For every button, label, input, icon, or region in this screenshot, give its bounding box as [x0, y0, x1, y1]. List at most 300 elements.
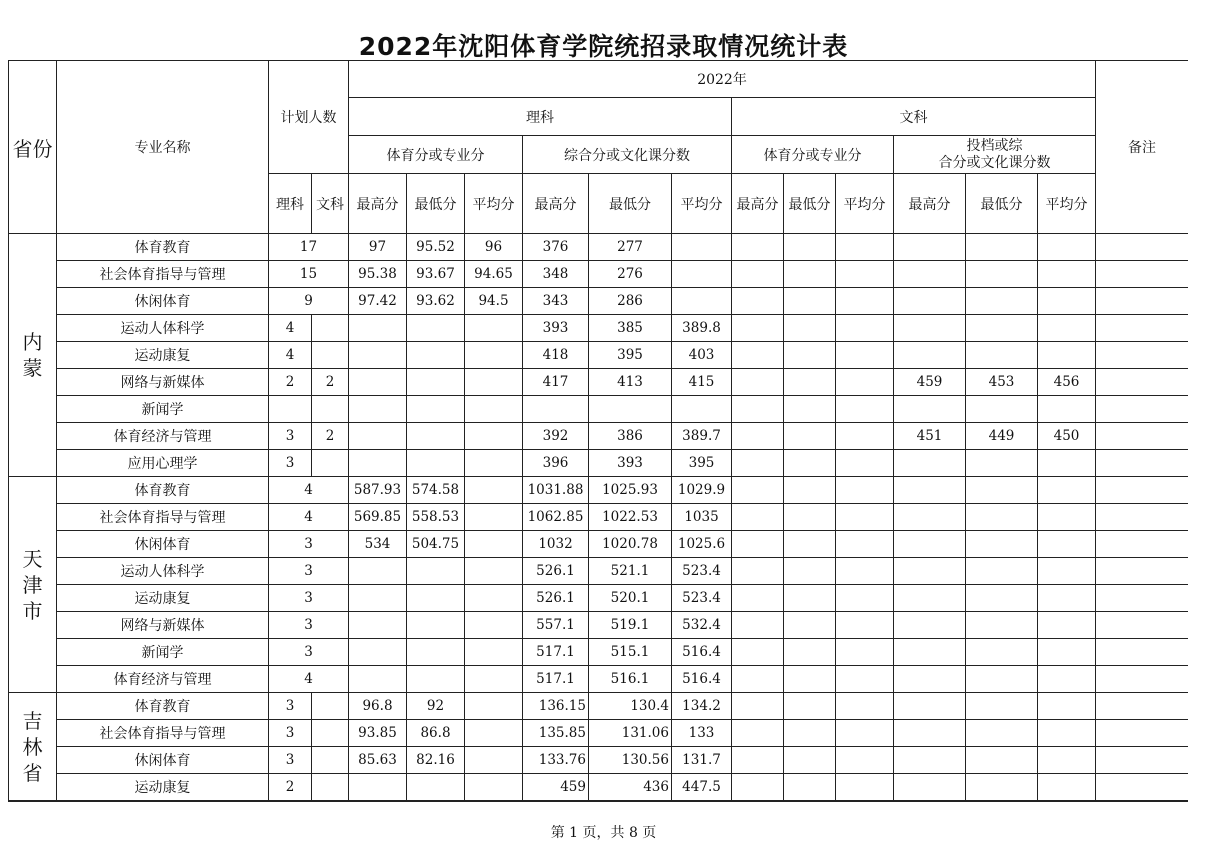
- table-row: [9, 774, 1189, 801]
- science-culture-avg: 389.7: [672, 423, 732, 450]
- arts-culture-max: [894, 450, 966, 477]
- arts-sport-avg: [836, 288, 894, 315]
- arts-culture-max: [894, 720, 966, 747]
- science-sport-avg: [465, 369, 523, 396]
- remark-header: 备注: [1096, 61, 1188, 234]
- arts-sport-min: [784, 504, 836, 531]
- arts-sport-score-header: 体育分或专业分: [732, 136, 894, 174]
- science-sport-avg-header: 平均分: [465, 174, 523, 234]
- arts-sport-max: [732, 774, 784, 801]
- science-culture-max: 133.76: [523, 747, 589, 774]
- science-culture-min: 130.4: [589, 693, 672, 720]
- science-sport-avg: [465, 531, 523, 558]
- science-culture-min-header: 最低分: [589, 174, 672, 234]
- arts-culture-min: [966, 693, 1038, 720]
- major-name: 运动康复: [57, 774, 269, 801]
- major-name: 网络与新媒体: [57, 612, 269, 639]
- science-sport-min: [407, 585, 465, 612]
- science-sport-avg: [465, 639, 523, 666]
- arts-sport-max: [732, 558, 784, 585]
- arts-culture-avg: [1038, 396, 1096, 423]
- plan-count-science: 3: [269, 450, 312, 477]
- arts-culture-max: [894, 504, 966, 531]
- table-row: [9, 639, 1189, 666]
- plan-count-science: 4: [269, 342, 312, 369]
- science-culture-max: 1031.88: [523, 477, 589, 504]
- science-culture-avg: 131.7: [672, 747, 732, 774]
- arts-culture-min: [966, 531, 1038, 558]
- arts-culture-min: 449: [966, 423, 1038, 450]
- arts-sport-min: [784, 720, 836, 747]
- arts-sport-avg: [836, 774, 894, 801]
- arts-culture-max: [894, 747, 966, 774]
- science-sport-min: 92: [407, 693, 465, 720]
- arts-header: 文科: [732, 98, 1096, 136]
- science-culture-min: 385: [589, 315, 672, 342]
- arts-sport-avg: [836, 585, 894, 612]
- plan-count: 3: [269, 585, 349, 612]
- table-row: [9, 369, 1189, 396]
- plan-count-science: 4: [269, 315, 312, 342]
- major-name: 体育经济与管理: [57, 666, 269, 693]
- province-header: 省份: [9, 61, 57, 234]
- table-row: [9, 612, 1189, 639]
- science-culture-min: 395: [589, 342, 672, 369]
- major-header: 专业名称: [57, 61, 269, 234]
- science-culture-avg: 415: [672, 369, 732, 396]
- science-sport-max: [349, 423, 407, 450]
- major-name: 运动人体科学: [57, 315, 269, 342]
- arts-sport-min: [784, 693, 836, 720]
- science-culture-max: 1032: [523, 531, 589, 558]
- arts-culture-avg: 456: [1038, 369, 1096, 396]
- plan-count-arts: [312, 450, 349, 477]
- plan-count-science: 2: [269, 774, 312, 801]
- science-sport-avg: [465, 504, 523, 531]
- arts-sport-min: [784, 450, 836, 477]
- arts-sport-min: [784, 342, 836, 369]
- plan-count-arts: [312, 720, 349, 747]
- arts-culture-min: [966, 396, 1038, 423]
- science-culture-min: 393: [589, 450, 672, 477]
- science-culture-max: 376: [523, 234, 589, 261]
- arts-sport-max: [732, 396, 784, 423]
- arts-culture-avg: [1038, 747, 1096, 774]
- major-name: 体育教育: [57, 234, 269, 261]
- science-culture-max: 1062.85: [523, 504, 589, 531]
- arts-culture-max: [894, 693, 966, 720]
- science-culture-max: 459: [523, 774, 589, 801]
- arts-culture-min: [966, 747, 1038, 774]
- arts-culture-avg: [1038, 261, 1096, 288]
- science-sport-max: 96.8: [349, 693, 407, 720]
- science-culture-min: 277: [589, 234, 672, 261]
- science-sport-max: [349, 342, 407, 369]
- science-sport-min: 93.62: [407, 288, 465, 315]
- science-sport-avg: [465, 315, 523, 342]
- plan-count-science: 3: [269, 693, 312, 720]
- science-sport-avg: [465, 558, 523, 585]
- arts-sport-max: [732, 450, 784, 477]
- arts-culture-score-header: [894, 136, 1096, 174]
- major-name: 新闻学: [57, 396, 269, 423]
- arts-sport-min: [784, 396, 836, 423]
- arts-sport-avg: [836, 639, 894, 666]
- arts-culture-max: [894, 261, 966, 288]
- page-title: 2022年沈阳体育学院统招录取情况统计表: [358, 32, 849, 61]
- arts-culture-avg: 450: [1038, 423, 1096, 450]
- science-culture-min: 413: [589, 369, 672, 396]
- arts-sport-avg: [836, 423, 894, 450]
- plan-count-arts: [312, 342, 349, 369]
- arts-culture-avg: [1038, 504, 1096, 531]
- arts-culture-max: [894, 639, 966, 666]
- science-sport-avg: 96: [465, 234, 523, 261]
- science-culture-avg: 389.8: [672, 315, 732, 342]
- arts-culture-avg: [1038, 288, 1096, 315]
- science-sport-max: [349, 396, 407, 423]
- plan-count: 3: [269, 612, 349, 639]
- arts-culture-min: 453: [966, 369, 1038, 396]
- arts-sport-max: [732, 423, 784, 450]
- arts-culture-min: [966, 639, 1038, 666]
- arts-culture-max: [894, 342, 966, 369]
- science-culture-max: 396: [523, 450, 589, 477]
- plan-count-science: 3: [269, 747, 312, 774]
- arts-sport-min: [784, 747, 836, 774]
- plan-count-arts: [312, 774, 349, 801]
- remark-cell: [1096, 288, 1188, 315]
- arts-culture-avg-header: 平均分: [1038, 174, 1096, 234]
- science-culture-avg: 134.2: [672, 693, 732, 720]
- science-culture-avg: [672, 261, 732, 288]
- plan-count: 3: [269, 639, 349, 666]
- science-sport-max: 85.63: [349, 747, 407, 774]
- arts-sport-avg: [836, 693, 894, 720]
- arts-culture-avg: [1038, 666, 1096, 693]
- science-culture-min: 1025.93: [589, 477, 672, 504]
- science-sport-max: [349, 774, 407, 801]
- arts-sport-max: [732, 720, 784, 747]
- arts-culture-score-line2: 合分或文化课分数: [938, 154, 1051, 171]
- table-row: [9, 531, 1189, 558]
- science-sport-max: [349, 369, 407, 396]
- arts-sport-avg: [836, 504, 894, 531]
- arts-culture-min: [966, 315, 1038, 342]
- arts-culture-max: [894, 558, 966, 585]
- science-sport-avg: [465, 477, 523, 504]
- arts-sport-avg: [836, 666, 894, 693]
- arts-sport-max: [732, 342, 784, 369]
- arts-culture-max: [894, 396, 966, 423]
- table-row: [9, 450, 1189, 477]
- arts-sport-max-header: 最高分: [732, 174, 784, 234]
- arts-sport-avg: [836, 315, 894, 342]
- science-sport-min: [407, 612, 465, 639]
- science-sport-avg: [465, 666, 523, 693]
- arts-sport-avg: [836, 450, 894, 477]
- table-row: [9, 504, 1189, 531]
- arts-culture-min: [966, 288, 1038, 315]
- major-name: 新闻学: [57, 639, 269, 666]
- arts-sport-max: [732, 504, 784, 531]
- table-row: [9, 396, 1189, 423]
- science-culture-avg: 532.4: [672, 612, 732, 639]
- remark-cell: [1096, 612, 1188, 639]
- arts-sport-max: [732, 531, 784, 558]
- science-sport-avg: [465, 693, 523, 720]
- table-row: [9, 747, 1189, 774]
- remark-cell: [1096, 774, 1188, 801]
- arts-culture-min: [966, 666, 1038, 693]
- science-sport-max: [349, 666, 407, 693]
- science-sport-avg: [465, 585, 523, 612]
- science-sport-avg: [465, 450, 523, 477]
- arts-sport-avg: [836, 234, 894, 261]
- plan-count-science: 3: [269, 423, 312, 450]
- major-name: 社会体育指导与管理: [57, 504, 269, 531]
- science-culture-max: 136.15: [523, 693, 589, 720]
- arts-culture-max: [894, 612, 966, 639]
- science-culture-max: [523, 396, 589, 423]
- science-sport-min: [407, 369, 465, 396]
- science-sport-score-header: 体育分或专业分: [349, 136, 523, 174]
- province-name: 天津市: [9, 477, 57, 693]
- arts-sport-max: [732, 585, 784, 612]
- remark-cell: [1096, 396, 1188, 423]
- science-culture-avg: 395: [672, 450, 732, 477]
- science-culture-avg-header: 平均分: [672, 174, 732, 234]
- plan-count: 4: [269, 504, 349, 531]
- science-sport-avg: [465, 342, 523, 369]
- arts-culture-max: 451: [894, 423, 966, 450]
- science-culture-max: 526.1: [523, 558, 589, 585]
- science-sport-max: 93.85: [349, 720, 407, 747]
- arts-sport-avg: [836, 612, 894, 639]
- arts-culture-avg: [1038, 585, 1096, 612]
- table-row: [9, 693, 1189, 720]
- arts-culture-avg: [1038, 342, 1096, 369]
- remark-cell: [1096, 558, 1188, 585]
- plan-arts-header: 文科: [312, 174, 349, 234]
- admission-statistics-table: [8, 60, 1188, 801]
- arts-culture-min-header: 最低分: [966, 174, 1038, 234]
- science-sport-min: 574.58: [407, 477, 465, 504]
- plan-count-science: 2: [269, 369, 312, 396]
- science-culture-max: 135.85: [523, 720, 589, 747]
- science-culture-avg: 516.4: [672, 639, 732, 666]
- science-sport-min: [407, 423, 465, 450]
- remark-cell: [1096, 369, 1188, 396]
- remark-cell: [1096, 639, 1188, 666]
- science-sport-avg: [465, 747, 523, 774]
- arts-sport-max: [732, 747, 784, 774]
- table-row: [9, 234, 1189, 261]
- plan-count: 3: [269, 531, 349, 558]
- science-culture-min: 286: [589, 288, 672, 315]
- science-sport-max: 534: [349, 531, 407, 558]
- arts-sport-max: [732, 639, 784, 666]
- science-culture-max: 393: [523, 315, 589, 342]
- arts-sport-avg: [836, 477, 894, 504]
- science-sport-max: [349, 639, 407, 666]
- science-sport-min: [407, 396, 465, 423]
- plan-count: 17: [269, 234, 349, 261]
- arts-culture-max: [894, 288, 966, 315]
- science-sport-min: [407, 450, 465, 477]
- arts-sport-min: [784, 423, 836, 450]
- remark-cell: [1096, 315, 1188, 342]
- remark-cell: [1096, 450, 1188, 477]
- science-culture-avg: 1029.9: [672, 477, 732, 504]
- arts-culture-max: [894, 585, 966, 612]
- arts-culture-score-line1: 投档或综: [966, 137, 1023, 154]
- remark-cell: [1096, 261, 1188, 288]
- arts-culture-avg: [1038, 639, 1096, 666]
- table-row: [9, 342, 1189, 369]
- arts-sport-avg: [836, 369, 894, 396]
- science-culture-avg: 1035: [672, 504, 732, 531]
- science-sport-min: 93.67: [407, 261, 465, 288]
- science-culture-avg: [672, 234, 732, 261]
- arts-culture-avg: [1038, 612, 1096, 639]
- science-culture-avg: 523.4: [672, 585, 732, 612]
- table-row: [9, 720, 1189, 747]
- science-sport-min: 82.16: [407, 747, 465, 774]
- plan-count-arts: 2: [312, 369, 349, 396]
- arts-sport-min: [784, 369, 836, 396]
- science-sport-max: [349, 585, 407, 612]
- arts-sport-max: [732, 315, 784, 342]
- science-sport-max: 97: [349, 234, 407, 261]
- science-culture-min: 436: [589, 774, 672, 801]
- science-culture-avg: [672, 396, 732, 423]
- arts-culture-max-header: 最高分: [894, 174, 966, 234]
- science-sport-max: [349, 450, 407, 477]
- major-name: 社会体育指导与管理: [57, 261, 269, 288]
- arts-sport-avg: [836, 396, 894, 423]
- table-row: [9, 666, 1189, 693]
- arts-culture-avg: [1038, 720, 1096, 747]
- table-row: [9, 315, 1189, 342]
- science-sport-max: 569.85: [349, 504, 407, 531]
- science-culture-max: 343: [523, 288, 589, 315]
- major-name: 体育经济与管理: [57, 423, 269, 450]
- remark-cell: [1096, 747, 1188, 774]
- arts-sport-max: [732, 288, 784, 315]
- science-sport-avg: [465, 720, 523, 747]
- major-name: 运动人体科学: [57, 558, 269, 585]
- science-header: 理科: [349, 98, 732, 136]
- remark-cell: [1096, 531, 1188, 558]
- arts-culture-min: [966, 774, 1038, 801]
- science-culture-max: 348: [523, 261, 589, 288]
- arts-sport-min: [784, 612, 836, 639]
- major-name: 休闲体育: [57, 747, 269, 774]
- major-name: 社会体育指导与管理: [57, 720, 269, 747]
- arts-culture-min: [966, 342, 1038, 369]
- plan-count: 15: [269, 261, 349, 288]
- arts-sport-min: [784, 558, 836, 585]
- science-sport-min: [407, 315, 465, 342]
- plan-count-science: 3: [269, 720, 312, 747]
- major-name: 体育教育: [57, 477, 269, 504]
- science-culture-min: 130.56: [589, 747, 672, 774]
- science-culture-max: 557.1: [523, 612, 589, 639]
- science-culture-score-header: 综合分或文化课分数: [523, 136, 732, 174]
- science-culture-avg: 523.4: [672, 558, 732, 585]
- science-culture-avg: 133: [672, 720, 732, 747]
- arts-sport-avg: [836, 261, 894, 288]
- arts-sport-max: [732, 612, 784, 639]
- province-name: 吉林省: [9, 693, 57, 801]
- table-row: [9, 261, 1189, 288]
- remark-cell: [1096, 477, 1188, 504]
- plan-count: 4: [269, 477, 349, 504]
- science-sport-min: [407, 639, 465, 666]
- science-culture-avg: 1025.6: [672, 531, 732, 558]
- science-culture-min: 131.06: [589, 720, 672, 747]
- table-row: [9, 288, 1189, 315]
- science-sport-max-header: 最高分: [349, 174, 407, 234]
- arts-culture-avg: [1038, 477, 1096, 504]
- science-culture-avg: [672, 288, 732, 315]
- remark-cell: [1096, 504, 1188, 531]
- science-sport-avg: [465, 612, 523, 639]
- major-name: 网络与新媒体: [57, 369, 269, 396]
- remark-cell: [1096, 234, 1188, 261]
- arts-sport-max: [732, 693, 784, 720]
- plan-science-header: 理科: [269, 174, 312, 234]
- science-sport-min: 86.8: [407, 720, 465, 747]
- science-sport-min: 95.52: [407, 234, 465, 261]
- plan-count-science: [269, 396, 312, 423]
- plan-count-arts: [312, 315, 349, 342]
- science-culture-min: [589, 396, 672, 423]
- table-row: [9, 477, 1189, 504]
- arts-culture-avg: [1038, 531, 1096, 558]
- arts-sport-min-header: 最低分: [784, 174, 836, 234]
- science-sport-max: 97.42: [349, 288, 407, 315]
- science-sport-min-header: 最低分: [407, 174, 465, 234]
- science-sport-min: 558.53: [407, 504, 465, 531]
- statistics-table-container: [8, 60, 1188, 802]
- arts-culture-avg: [1038, 558, 1096, 585]
- science-sport-max: 95.38: [349, 261, 407, 288]
- arts-culture-avg: [1038, 234, 1096, 261]
- arts-sport-min: [784, 288, 836, 315]
- plan-count-arts: [312, 747, 349, 774]
- major-name: 休闲体育: [57, 531, 269, 558]
- plan-count-header: 计划人数: [269, 61, 349, 174]
- plan-count-arts: 2: [312, 423, 349, 450]
- science-culture-min: 1022.53: [589, 504, 672, 531]
- science-culture-max: 392: [523, 423, 589, 450]
- table-row: [9, 585, 1189, 612]
- page-footer: 第 1 页，共 8 页: [550, 825, 657, 841]
- arts-culture-min: [966, 558, 1038, 585]
- plan-count-arts: [312, 693, 349, 720]
- science-culture-min: 521.1: [589, 558, 672, 585]
- science-culture-avg: 447.5: [672, 774, 732, 801]
- science-sport-min: 504.75: [407, 531, 465, 558]
- arts-culture-max: [894, 315, 966, 342]
- major-name: 应用心理学: [57, 450, 269, 477]
- science-sport-min: [407, 558, 465, 585]
- arts-culture-max: [894, 234, 966, 261]
- science-sport-min: [407, 774, 465, 801]
- science-culture-max: 526.1: [523, 585, 589, 612]
